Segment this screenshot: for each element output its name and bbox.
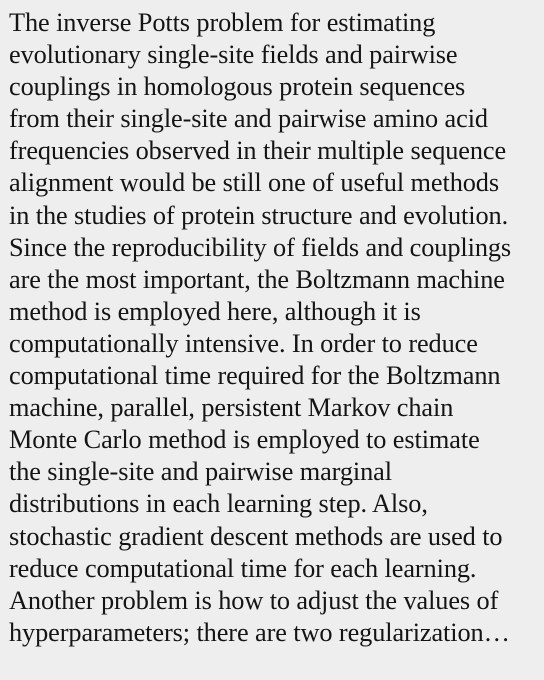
abstract-text (9, 6, 544, 648)
abstract-line-16: distributions in each learning step. Also, (9, 488, 428, 519)
abstract-line-14: Monte Carlo method is employed to estimate (9, 424, 480, 455)
abstract-line-19: Another problem is how to adjust the values of (9, 584, 499, 615)
abstract-line-6: alignment would be still one of useful methods (9, 167, 499, 198)
abstract-line-9: are the most important, the Boltzmann machine (9, 263, 505, 294)
abstract-line-8: Since the reproducibility of fields and couplings (9, 231, 512, 262)
abstract-line-17: stochastic gradient descent methods are used to (9, 520, 503, 551)
abstract-line-13: machine, parallel, persistent Markov chain (9, 392, 454, 423)
abstract-line-18: reduce computational time for each learning. (9, 552, 477, 583)
abstract-line-10: method is employed here, although it is (9, 295, 421, 326)
abstract-line-12: computational time required for the Boltzmann (9, 360, 501, 391)
abstract-line-3: couplings in homologous protein sequences (9, 71, 466, 102)
abstract-line-5: frequencies observed in their multiple sequence (9, 135, 507, 166)
abstract-line-1: The inverse Potts problem for estimating (9, 7, 436, 37)
abstract-line-7: in the studies of protein structure and evolution. (9, 199, 509, 230)
abstract-line-2: evolutionary single-site fields and pairwise (9, 39, 458, 70)
abstract-line-15: the single-site and pairwise marginal (9, 456, 392, 487)
abstract-line-11: computationally intensive. In order to reduce (9, 327, 478, 358)
abstract-line-20: hyperparameters; there are two regularization… (9, 616, 510, 647)
abstract-line-4: from their single-site and pairwise amino acid (9, 103, 488, 134)
